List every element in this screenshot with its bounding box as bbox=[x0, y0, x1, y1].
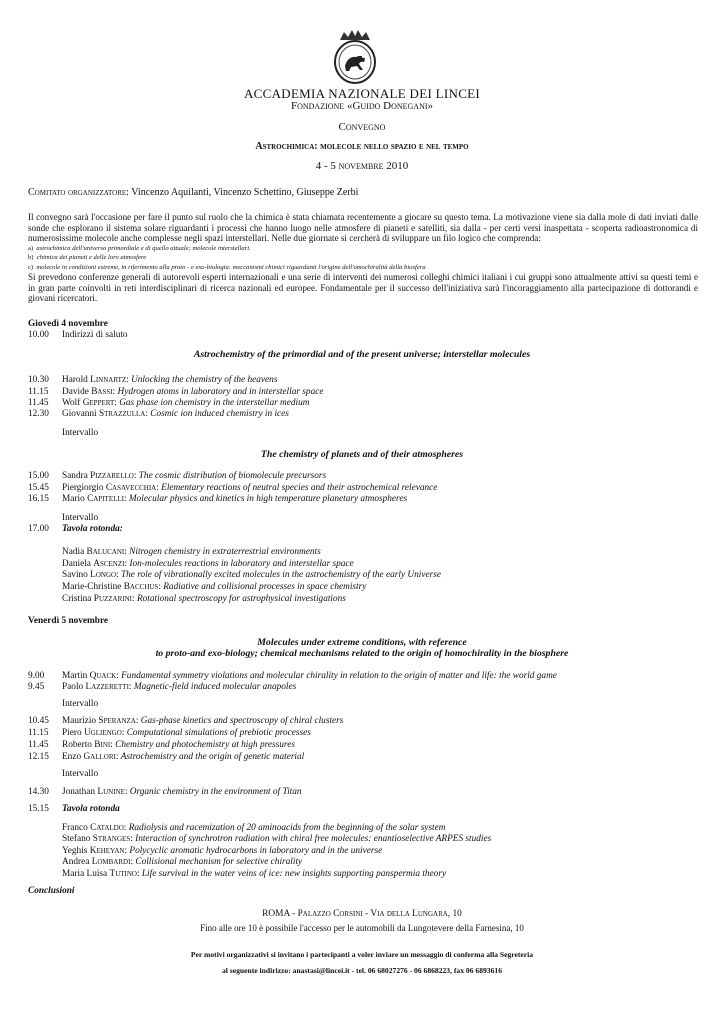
day2-break1: Intervallo bbox=[62, 699, 99, 709]
intro-item-b: b) chimica dei pianeti e delle loro atmosfere bbox=[28, 254, 147, 262]
intro-paragraph-1: Il convegno sarà l'occasione per fare il punto sul ruolo che la chimica è stata chiamata recentemente a giocare su questo tema. La motivazione viene sia dalla mole di dati inviati dalle sonde che esplorano il sistema solare riguardanti i processi che hanno luogo nelle atmosfere di pianeti e satelliti, sia dalla - per certi versi inaspettata - scoperta radioastronomica di numerosissime molecole anche complesse negli spazi interstellari. Nelle due giornate si cercherà di sviluppare un filo logico che comprenda: bbox=[28, 212, 698, 244]
panel-balucani: Nadia Balucani: Nitrogen chemistry in extraterrestrial environments bbox=[62, 547, 321, 557]
foundation-name: Fondazione «Guido Donegani» bbox=[290, 100, 434, 112]
panel-keheyan: Yeghis Keheyan: Polycyclic aromatic hydrocarbons in laboratory and in the universe bbox=[62, 846, 383, 856]
confirmation-note: Per motivi organizzativi si invitano i partecipanti a voler inviare un messaggio di conferma alla Segreteria bbox=[190, 950, 534, 959]
day2-break2: Intervallo bbox=[62, 769, 99, 779]
day1-heading: Giovedì 4 novembre bbox=[28, 319, 108, 329]
panel-cataldo: Franco Cataldo: Radiolysis and racemization of 20 aminoacids from the beginning of the solar system bbox=[62, 823, 446, 833]
panel-ascenzi: Daniela Ascenzi: Ion-molecules reactions in laboratory and interstellar space bbox=[62, 559, 354, 569]
talk-bini: 11.45 Roberto Bini: Chemistry and photochemistry at high pressures bbox=[28, 740, 295, 750]
panel-longo: Savino Longo: The role of vibrationally excited molecules in the astrochemistry of the early Universe bbox=[62, 570, 441, 580]
talk-casavecchia: 15.45 Piergiorgio Casavecchia: Elementary reactions of neutral species and their astrochemical relevance bbox=[28, 483, 438, 493]
panel-tutino: Maria Luisa Tutino: Life survival in the water veins of ice: new insights supporting panspermia theory bbox=[62, 869, 447, 879]
day2-session-title-line2: to proto-and exo-biology; chemical mechanisms related to the origin of homochirality in the biosphere bbox=[155, 648, 569, 659]
day2-session-title-line1: Molecules under extreme conditions, with reference bbox=[257, 637, 467, 648]
talk-linnartz: 10.30 Harold Linnartz: Unlocking the chemistry of the heavens bbox=[28, 375, 278, 385]
committee-members: Vincenzo Aquilanti, Vincenzo Schettino, Giuseppe Zerbi bbox=[131, 187, 359, 198]
introduction bbox=[28, 212, 698, 304]
panel-puzzarini: Cristina Puzzarini: Rotational spectroscopy for astrophysical investigations bbox=[62, 594, 346, 604]
talk-lunine: 14.30 Jonathan Lunine: Organic chemistry in the environment of Titan bbox=[28, 787, 302, 797]
conference-dates: 4 - 5 novembre 2010 bbox=[315, 160, 409, 172]
day1-session2-title: The chemistry of planets and of their atmospheres bbox=[260, 449, 464, 460]
day1-welcome: 10.00 Indirizzi di saluto bbox=[28, 330, 128, 340]
conclusions: Conclusioni bbox=[28, 886, 75, 896]
talk-quack: 9.00 Martin Quack: Fundamental symmetry violations and molecular chirality in relation to the origin of matter and life: the world game bbox=[28, 671, 557, 681]
day1-session1-title: Astrochemistry of the primordial and of the present universe; interstellar molecules bbox=[193, 349, 531, 360]
talk-speranza: 10.45 Maurizio Speranza: Gas-phase kinetics and spectroscopy of chiral clusters bbox=[28, 716, 344, 726]
day2-heading: Venerdì 5 novembre bbox=[28, 616, 109, 626]
talk-capitelli: 16.15 Mario Capitelli: Molecular physics and kinetics in high temperature planetary atmospheres bbox=[28, 494, 408, 504]
panel-stranges: Stefano Stranges: Interaction of synchrotron radiation with chiral free molecules: enantioselective ARPES studies bbox=[62, 834, 492, 844]
day1-round-table: 17.00 Tavola rotonda: bbox=[28, 524, 123, 534]
day1-break2: Intervallo bbox=[62, 513, 99, 523]
committee-label: Comitato organizzatore: bbox=[28, 187, 129, 198]
panel-bacchus: Marie-Christine Bacchus: Radiative and collisional processes in space chemistry bbox=[62, 582, 367, 592]
venue: ROMA - Palazzo Corsini - Via della Lungara, 10 bbox=[262, 909, 462, 919]
panel-lombardi: Andrea Lombardi: Collisional mechanism for selective chirality bbox=[62, 857, 303, 867]
talk-strazzulla: 12.30 Giovanni Strazzulla: Cosmic ion induced chemistry in ices bbox=[28, 409, 289, 419]
talk-bassi: 11.15 Davide Bassi: Hydrogen atoms in laboratory and in interstellar space bbox=[28, 387, 324, 397]
talk-pizzarello: 15.00 Sandra Pizzarello: The cosmic distribution of biomolecule precursors bbox=[28, 471, 327, 481]
intro-item-a: a) astrochimica dell'universo primordiale e di quello attuale; molecole interstellari. bbox=[28, 244, 251, 252]
intro-item-c: c) molecole in condizioni estreme, in riferimento alla proto - e exo-biologia: meccanismi chimici riguardanti l'origine dell'omochiralità della biosfera bbox=[28, 263, 426, 271]
talk-gallori: 12.15 Enzo Gallori: Astrochemistry and the origin of genetic material bbox=[28, 752, 305, 762]
day1-break1: Intervallo bbox=[62, 428, 99, 438]
academy-crest-logo bbox=[330, 26, 380, 86]
day2-round-table: 15.15 Tavola rotonda bbox=[28, 804, 120, 814]
convegno-label: Convegno bbox=[338, 121, 386, 133]
intro-paragraph-2: Si prevedono conferenze generali di autorevoli esperti internazionali e una serie di interventi dei numerosi colleghi chimici italiani i cui gruppi sono attualmente attivi su questi temi e in gran parte coinvolti in reti interdisciplinari di ricerca nazionali ed europee. Fondamentale per il successo dell'iniziativa sarà l'incoraggiamento alla partecipazione di dottorandi e giovani ricercatori. bbox=[28, 272, 698, 304]
talk-ugliengo: 11.15 Piero Ugliengo: Computational simulations of prebiotic processes bbox=[28, 728, 311, 738]
car-access-note: Fino alle ore 10 è possibile l'accesso per le automobili da Lungotevere della Farnesina, 10 bbox=[200, 923, 524, 933]
organizing-committee bbox=[28, 187, 358, 198]
conference-title: Astrochimica: molecole nello spazio e nel tempo bbox=[255, 141, 469, 152]
contact-info: al seguente indirizzo: anastasi@lincei.it - tel. 06 68027276 - 06 6868223, fax 06 6893616 bbox=[222, 966, 502, 975]
academy-name: ACCADEMIA NAZIONALE DEI LINCEI bbox=[243, 86, 481, 101]
talk-lazzeretti: 9.45 Paolo Lazzeretti: Magnetic-field induced molecular anapoles bbox=[28, 682, 297, 692]
talk-geppert: 11.45 Wolf Geppert: Gas phase ion chemistry in the interstellar medium bbox=[28, 398, 310, 408]
